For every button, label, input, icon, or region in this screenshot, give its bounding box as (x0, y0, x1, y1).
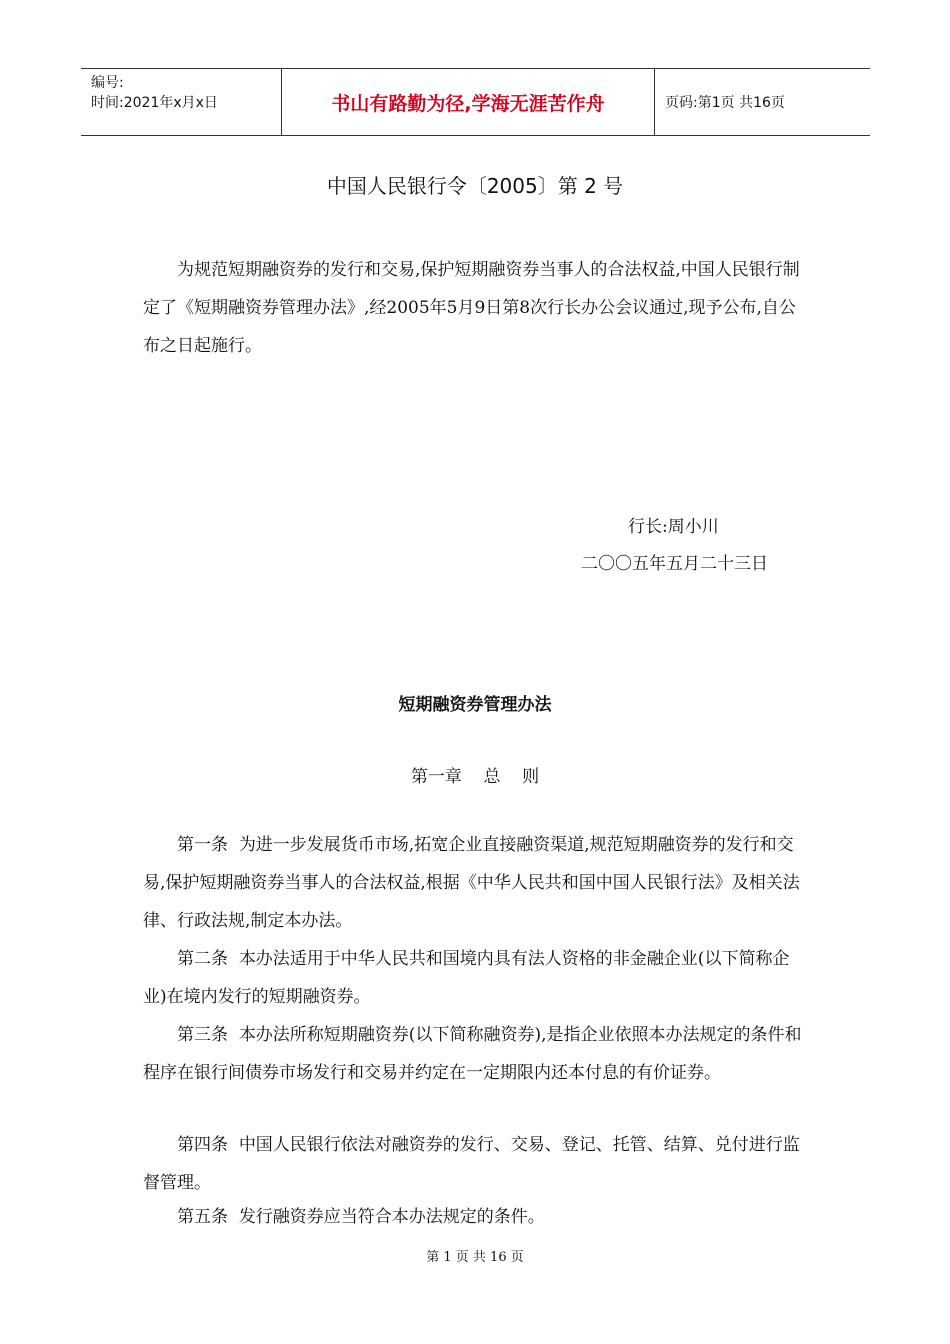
document-number-label: 编号: (91, 75, 124, 91)
article-text: 本办法所称短期融资券(以下简称融资券),是指企业依照本办法规定的条件和程序在银行间债券市场发行和交易并约定在一定期限内还本付息的有价证券。 (143, 1025, 802, 1083)
article-4 (143, 1126, 808, 1202)
article-label: 第一条 (177, 835, 228, 855)
order-title: 中国人民银行令〔2005〕第 2 号 (326, 174, 624, 198)
law-title: 短期融资券管理办法 (398, 695, 552, 715)
page-footer: 第 1 页 共 16 页 (426, 1250, 524, 1265)
page-header (81, 68, 870, 136)
article-2 (143, 940, 808, 1016)
header-motto: 书山有路勤为径,学海无涯苦作舟 (281, 69, 655, 135)
article-3 (143, 1016, 808, 1092)
article-5 (143, 1198, 808, 1236)
header-meta (81, 69, 281, 135)
article-text: 中国人民银行依法对融资券的发行、交易、登记、托管、结算、兑付进行监督管理。 (143, 1135, 800, 1193)
order-signer: 行长:周小川 (628, 517, 719, 537)
article-label: 第三条 (177, 1025, 228, 1045)
order-body: 为规范短期融资券的发行和交易,保护短期融资券当事人的合法权益,中国人民银行制定了《短期融资券管理办法》,经2005年5月9日第8次行长办公会议通过,现予公布,自公布之日起施行。 (143, 260, 800, 356)
article-1 (143, 826, 808, 940)
document-time-label: 时间:2021年x月x日 (91, 95, 218, 111)
order-date: 二〇〇五年五月二十三日 (581, 554, 768, 574)
article-label: 第二条 (177, 949, 228, 969)
article-label: 第五条 (177, 1207, 228, 1227)
chapter-heading: 第一章 总 则 (410, 767, 540, 787)
header-page-info: 页码:第1页 共16页 (665, 95, 785, 111)
article-text: 发行融资券应当符合本办法规定的条件。 (238, 1207, 545, 1227)
article-text: 本办法适用于中华人民共和国境内具有法人资格的非金融企业(以下简称企业)在境内发行的短期融资券。 (143, 949, 790, 1007)
article-text: 为进一步发展货币市场,拓宽企业直接融资渠道,规范短期融资券的发行和交易,保护短期融资券当事人的合法权益,根据《中华人民共和国中国人民银行法》及相关法律、行政法规,制定本办法。 (143, 835, 800, 931)
article-label: 第四条 (177, 1135, 228, 1155)
